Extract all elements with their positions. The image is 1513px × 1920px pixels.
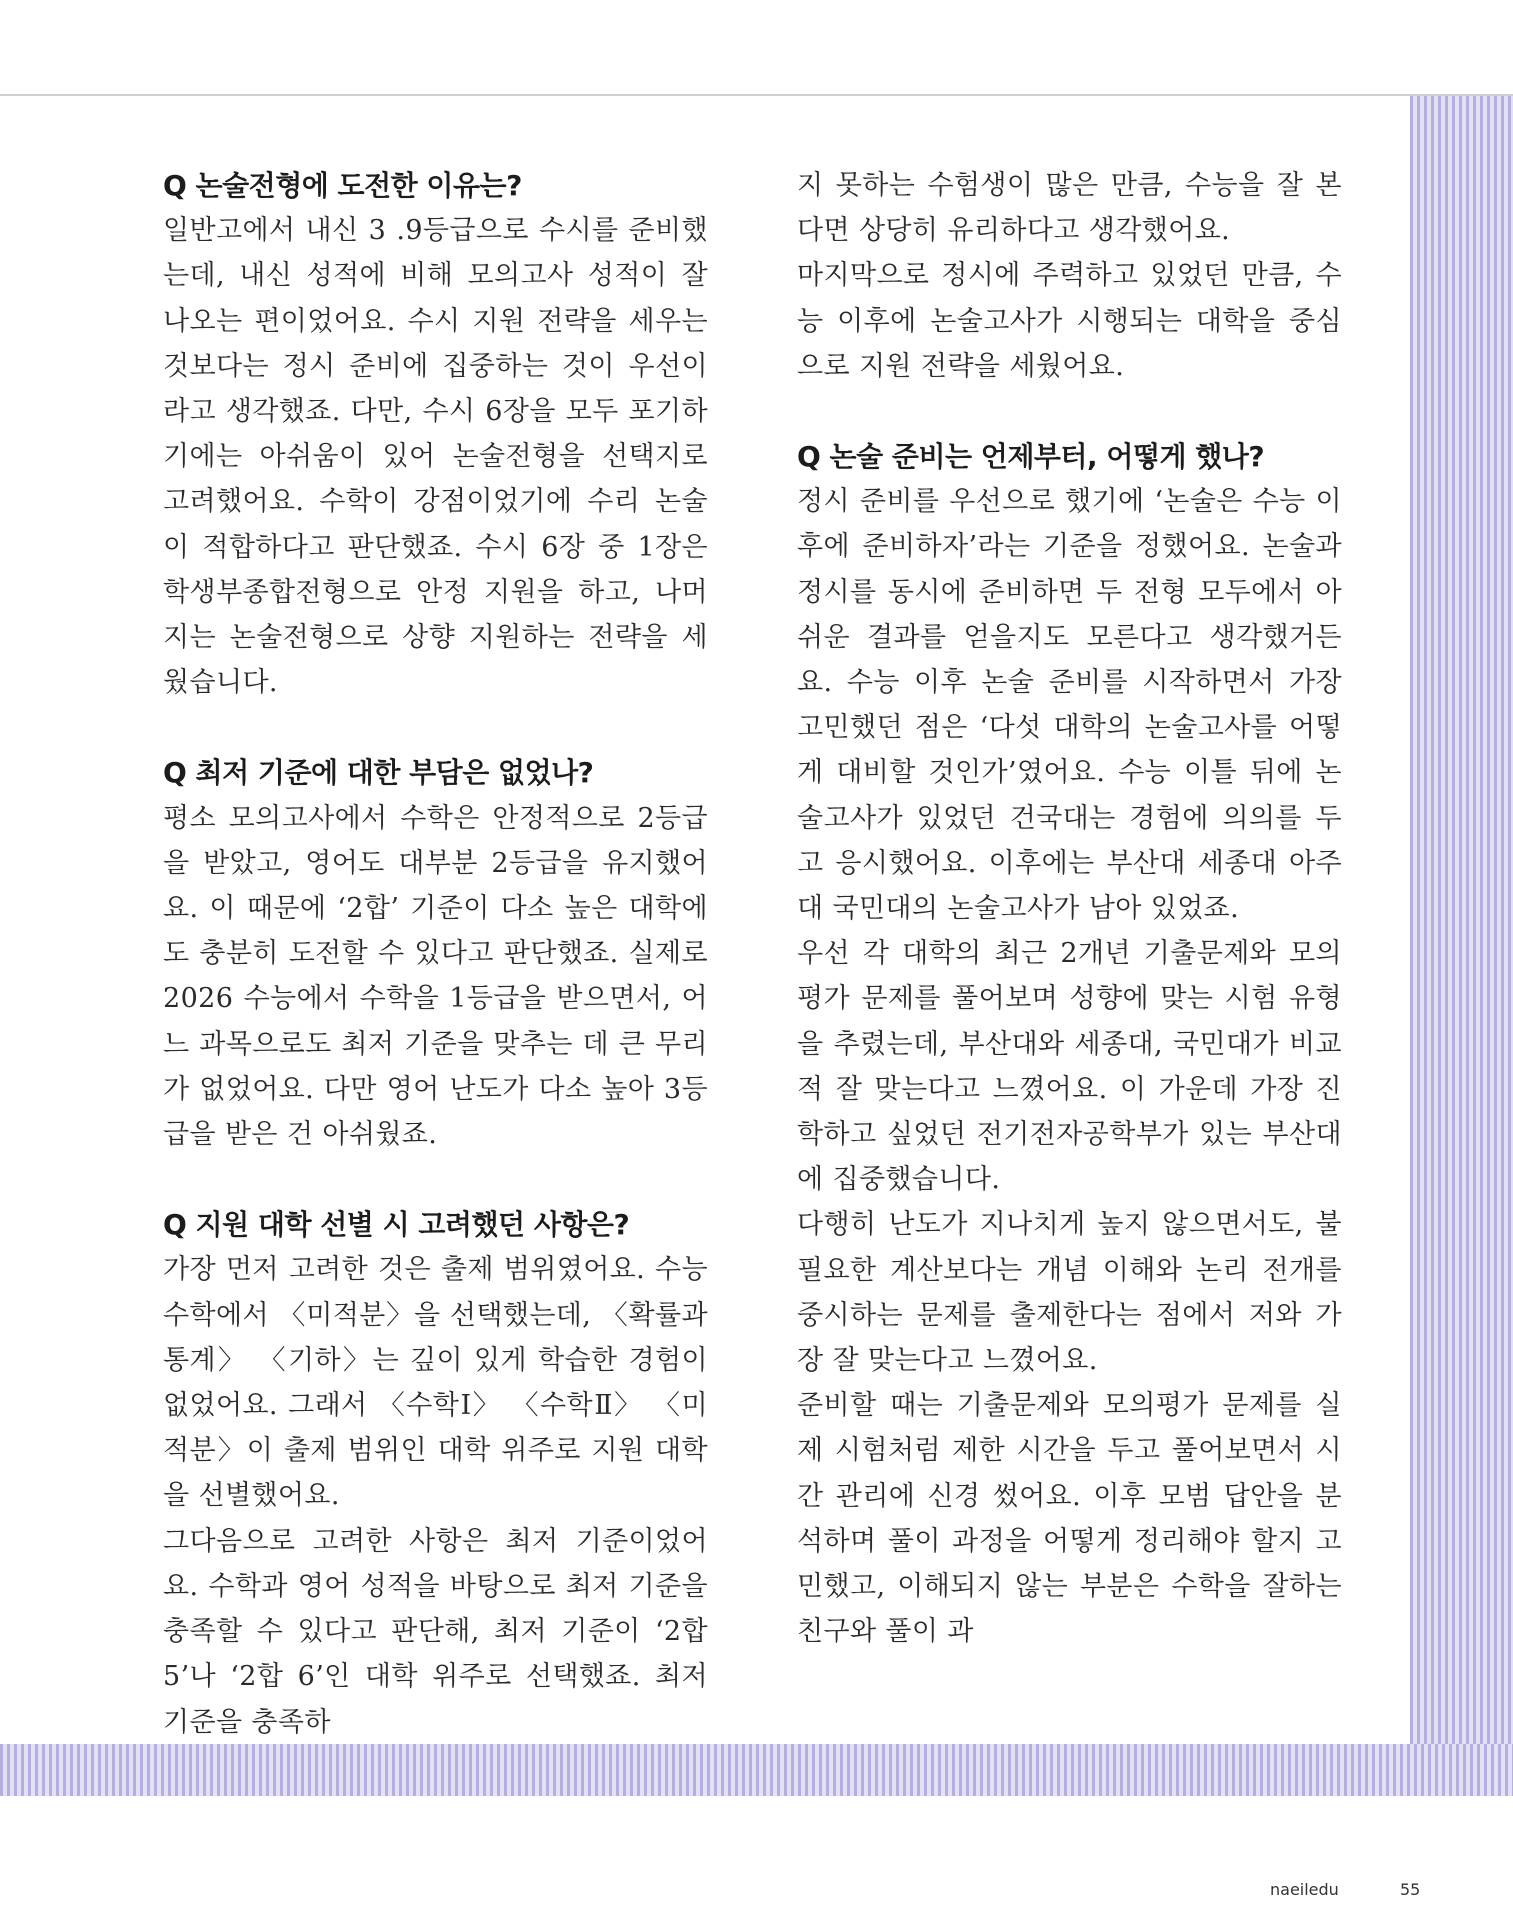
page-number: 55	[1400, 1880, 1421, 1899]
left-column	[163, 163, 708, 1745]
answer-paragraph: 준비할 때는 기출문제와 모의평가 문제를 실제 시험처럼 제한 시간을 두고 풀어보면서 시간 관리에 신경 썼어요. 이후 모범 답안을 분석하며 풀이 과정을 어떻게 정리해야 할지 고민했고, 이해되지 않는 부분은 수학을 잘하는 친구와 풀이 과	[797, 1390, 1342, 1648]
question-heading: Q 논술전형에 도전한 이유는?	[163, 169, 522, 202]
answer-paragraph: 일반고에서 내신 3 .9등급으로 수시를 준비했는데, 내신 성적에 비해 모의고사 성적이 잘 나오는 편이었어요. 수시 지원 전략을 세우는 것보다는 정시 준비에 집중하는 것이 우선이라고 생각했죠. 다만, 수시 6장을 모두 포기하기에는 아쉬움이 있어 논술전형을 선택지로 고려했어요. 수학이 강점이었기에 수리 논술이 적합하다고 판단했죠. 수시 6장 중 1장은 학생부종합전형으로 안정 지원을 하고, 나머지는 논술전형으로 상향 지원하는 전략을 세웠습니다.	[163, 215, 708, 699]
decorative-stripe-right	[1410, 96, 1513, 1796]
page-footer	[1270, 1880, 1490, 1904]
answer-paragraph: 가장 먼저 고려한 것은 출제 범위였어요. 수능 수학에서 〈미적분〉을 선택했는데, 〈확률과 통계〉 〈기하〉는 깊이 있게 학습한 경험이 없었어요. 그래서 〈수학Ⅰ〉 〈수학Ⅱ〉 〈미적분〉이 출제 범위인 대학 위주로 지원 대학을 선별했어요.	[163, 1254, 708, 1512]
decorative-stripe-bottom	[0, 1744, 1513, 1796]
right-column	[797, 163, 1342, 1655]
footer-brand: naeiledu	[1270, 1880, 1339, 1899]
question-heading: Q 논술 준비는 언제부터, 어떻게 했나?	[797, 440, 1265, 474]
question-heading: Q 지원 대학 선별 시 고려했던 사항은?	[163, 1208, 630, 1242]
answer-paragraph: 다행히 난도가 지나치게 높지 않으면서도, 불필요한 계산보다는 개념 이해와 논리 전개를 중시하는 문제를 출제한다는 점에서 저와 가장 잘 맞는다고 느꼈어요.	[797, 1209, 1342, 1377]
answer-paragraph: 평소 모의고사에서 수학은 안정적으로 2등급을 받았고, 영어도 대부분 2등급을 유지했어요. 이 때문에 ‘2합’ 기준이 다소 높은 대학에도 충분히 도전할 수 있다고 판단했죠. 실제로 2026 수능에서 수학을 1등급을 받으면서, 어느 과목으로도 최저 기준을 맞추는 데 큰 무리가 없었어요. 다만 영어 난도가 다소 높아 3등급을 받은 건 아쉬웠죠.	[163, 802, 708, 1151]
answer-paragraph: 우선 각 대학의 최근 2개년 기출문제와 모의평가 문제를 풀어보며 성향에 맞는 시험 유형을 추렸는데, 부산대와 세종대, 국민대가 비교적 잘 맞는다고 느꼈어요. 이 가운데 가장 진학하고 싶었던 전기전자공학부가 있는 부산대에 집중했습니다.	[797, 938, 1342, 1196]
answer-paragraph: 마지막으로 정시에 주력하고 있었던 만큼, 수능 이후에 논술고사가 시행되는 대학을 중심으로 지원 전략을 세웠어요.	[797, 260, 1342, 382]
answer-paragraph: 지 못하는 수험생이 많은 만큼, 수능을 잘 본다면 상당히 유리하다고 생각했어요.	[797, 170, 1342, 247]
question-heading: Q 최저 기준에 대한 부담은 없었나?	[163, 756, 594, 790]
answer-paragraph: 정시 준비를 우선으로 했기에 ‘논술은 수능 이후에 준비하자’라는 기준을 정했어요. 논술과 정시를 동시에 준비하면 두 전형 모두에서 아쉬운 결과를 얻을지도 모른다고 생각했거든요. 수능 이후 논술 준비를 시작하면서 가장 고민했던 점은 ‘다섯 대학의 논술고사를 어떻게 대비할 것인가’였어요. 수능 이틀 뒤에 논술고사가 있었던 건국대는 경험에 의의를 두고 응시했어요. 이후에는 부산대 세종대 아주대 국민대의 논술고사가 남아 있었죠.	[797, 486, 1342, 925]
answer-paragraph: 그다음으로 고려한 사항은 최저 기준이었어요. 수학과 영어 성적을 바탕으로 최저 기준을 충족할 수 있다고 판단해, 최저 기준이 ‘2합 5’나 ‘2합 6’인 대학 위주로 선택했죠. 최저 기준을 충족하	[163, 1525, 708, 1738]
